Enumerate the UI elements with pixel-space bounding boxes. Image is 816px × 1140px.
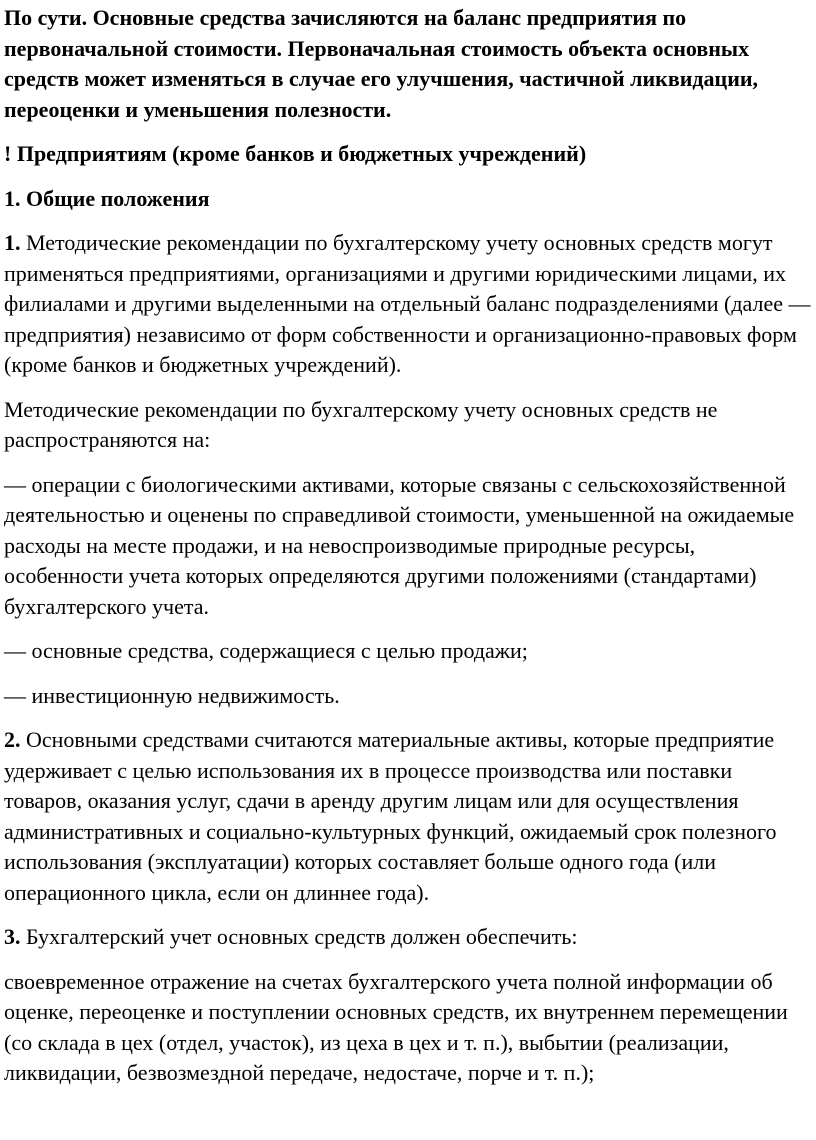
section-title: 1. Общие положения [4, 185, 210, 211]
exclusion-item-2: — основные средства, содержащиеся с целью продажи; [4, 638, 528, 663]
item-1-text: Методические рекомендации по бухгалтерскому учету основных средств могут применяться предприятиями, организациями и другими юридическими лицами, их филиалами и другими выделенными на отдельный баланс подразделениями (далее — предприятия) независимо от форм собственности и организационно-правовых форм (кроме банков и бюджетных учреждений). [4, 230, 811, 377]
item-1-paragraph [4, 228, 814, 381]
item-2-paragraph [4, 725, 814, 908]
item-3-number: 3. [4, 924, 21, 949]
exclusion-item-1: — операции с биологическими активами, которые связаны с сельскохозяйственной деятельностью и оценены по справедливой стоимости, уменьшенной на ожидаемые расходы на месте продажи, и на невоспроизводимые природные ресурсы, особенности учета которых определяются другими положениями (стандартами) бухгалтерского учета. [4, 471, 795, 619]
notice-heading: ! Предприятиям (кроме банков и бюджетных учреждений) [4, 141, 587, 166]
item-3-paragraph [4, 922, 814, 953]
item-3-text: Бухгалтерский учет основных средств должен обеспечить: [20, 924, 578, 949]
exclusion-item-3: — инвестиционную недвижимость. [4, 682, 340, 708]
item-2-number: 2. [4, 727, 21, 752]
intro-paragraph: По сути. Основные средства зачисляются на баланс предприятия по первоначальной стоимости. Первоначальная стоимость объекта основных средств может изменяться в случае его улучшения, частичной ликвидации, переоценки и уменьшения полезности. [4, 5, 759, 122]
item-2-text: Основными средствами считаются материальные активы, которые предприятие удерживает с целью использования их в процессе производства или поставки товаров, оказания услуг, сдачи в аренду другим лицам или для осуществления административных и социально-культурных функций, ожидаемый срок полезного использования (эксплуатации) которых составляет больше одного года (или операционного цикла, если он длиннее года). [4, 727, 777, 905]
item-1-number: 1. [4, 230, 21, 255]
item-3-detail: своевременное отражение на счетах бухгалтерского учета полной информации об оценке, переоценке и поступлении основных средств, их внутреннем перемещении (со склада в цех (отдел, участок), из цеха в цех и т. п.), выбытии (реализации, ликвидации, безвозмездной передаче, недостаче, порче и т. п.); [4, 968, 788, 1085]
not-applicable-intro: Методические рекомендации по бухгалтерскому учету основных средств не распространяются на: [4, 396, 718, 452]
